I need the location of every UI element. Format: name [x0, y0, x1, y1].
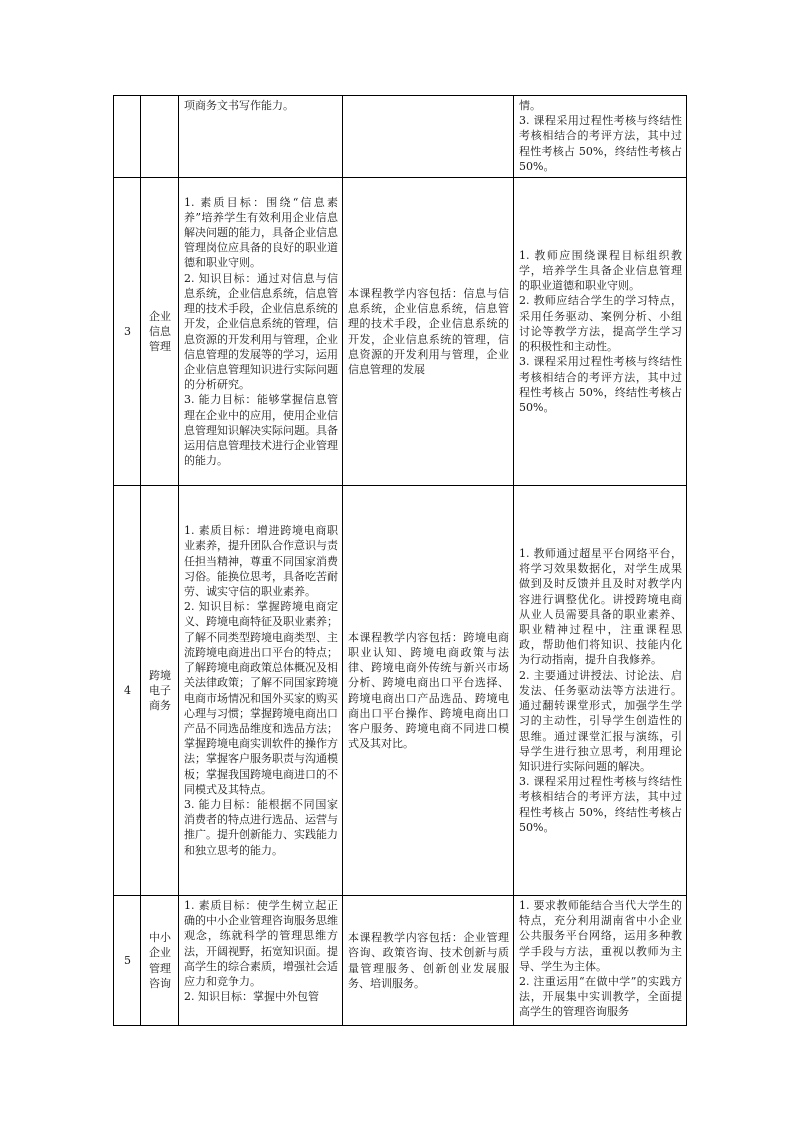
course-number	[114, 96, 141, 178]
course-goals: 1. 素质目标：增进跨境电商职业素养，提升团队合作意识与责任担当精神，尊重不同国家消费习俗。能换位思考，具备吃苦耐劳、诚实守信的职业素养。 2. 知识目标：掌握跨境电商定义、跨境电商特征及职业素养；了解不同类型跨境电商类型、主流跨境电商进出口平台的特点；了解跨境电商政策总体概况及相关法律政策；了解不同国家跨境电商市场情况和国外买家的购买心理与习惯；掌握跨境电商出口产品不同选品维度和选品方法；掌握跨境电商实训软件的操作方法；掌握客户服务职责与沟通模板；掌握我国跨境电商进口的不同模式及其特点。 3. 能力目标：能根据不同国家消费者的特点进行选品、运营与推广。提升创新能力、实践能力和独立思考的能力。	[179, 486, 343, 896]
course-content: 本课程教学内容包括：跨境电商职业认知、跨境电商政策与法律、跨境电商外传统与新兴市场分析、跨境电商出口平台选择、跨境电商出口产品选品、跨境电商出口平台操作、跨境电商出口客户服务、跨境电商不同进口模式及其对比。	[343, 486, 514, 896]
course-content	[343, 96, 514, 178]
course-content: 本课程教学内容包括：企业管理咨询、政策咨询、技术创新与质量管理服务、创新创业发展服务、培训服务。	[343, 896, 514, 1026]
course-number: 4	[114, 486, 141, 896]
course-name	[141, 96, 179, 178]
course-name: 跨境 电子 商务	[141, 486, 179, 896]
teaching-requirements: 情。 3. 课程采用过程性考核与终结性考核相结合的考评方法，其中过程性考核占 50%，终结性考核占 50%。	[514, 96, 687, 178]
course-number: 3	[114, 178, 141, 486]
course-content: 本课程教学内容包括：信息与信息系统，企业信息系统，信息管理的技术手段，企业信息系统的开发，企业信息系统的管理，信息资源的开发利用与管理，企业信息管理的发展	[343, 178, 514, 486]
course-goals: 1. 素质目标：围绕“信息素养”培养学生有效利用企业信息解决问题的能力，具备企业信息管理岗位应具备的良好的职业道德和职业守则。 2. 知识目标：通过对信息与信息系统，企业信息系统，信息管理的技术手段，企业信息系统的开发，企业信息系统的管理，信息资源的开发利用与管理，企业信息管理的发展等的学习，运用企业信息管理知识进行实际问题的分析研究。 3. 能力目标：能够掌握信息管理在企业中的应用，使用企业信息管理知识解决实际问题。具备运用信息管理技术进行企业管理的能力。	[179, 178, 343, 486]
course-goals: 项商务文书写作能力。	[179, 96, 343, 178]
table-row-course-5	[114, 896, 687, 1026]
teaching-requirements: 1. 要求教师能结合当代大学生的特点，充分利用湖南省中小企业公共服务平台网络，运用多种教学手段与方法，重视以教师为主导、学生为主体。 2. 注重运用“在做中学”的实践方法，开展集中实训教学，全面提高学生的管理咨询服务	[514, 896, 687, 1026]
table-row-course-3	[114, 178, 687, 486]
course-goals: 1. 素质目标：使学生树立起正确的中小企业管理咨询服务思维观念，练就科学的管理思维方法，开阔视野，拓宽知识面。提高学生的综合素质，增强社会适应力和竞争力。 2. 知识目标：掌握中外包管	[179, 896, 343, 1026]
teaching-requirements: 1. 教师应围绕课程目标组织教学，培养学生具备企业信息管理的职业道德和职业守则。 2. 教师应结合学生的学习特点，采用任务驱动、案例分析、小组讨论等教学方法，提高学生学习的积极性和主动性。 3. 课程采用过程性考核与终结性考核相结合的考评方法，其中过程性考核占 50%，终结性考核占 50%。	[514, 178, 687, 486]
teaching-requirements: 1. 教师通过超星平台网络平台，将学习效果数据化，对学生成果做到及时反馈并且及时对教学内容进行调整优化。讲授跨境电商从业人员需要具备的职业素养、职业精神过程中，注重课程思政，帮助他们将知识、技能内化为行动指南，提升自我修养。 2. 主要通过讲授法、讨论法、启发法、任务驱动法等方法进行。通过翻转课堂形式，加强学生学习的主动性，引导学生创造性的思维。通过课堂汇报与演练，引导学生进行独立思考，利用理论知识进行实际问题的解决。 3. 课程采用过程性考核与终结性考核相结合的考评方法，其中过程性考核占 50%，终结性考核占 50%。	[514, 486, 687, 896]
course-name: 企业 信息 管理	[141, 178, 179, 486]
table-row-course-4	[114, 486, 687, 896]
table-row-continuation	[114, 96, 687, 178]
course-name: 中小 企业 管理 咨询	[141, 896, 179, 1026]
course-number: 5	[114, 896, 141, 1026]
course-table	[113, 95, 687, 1026]
